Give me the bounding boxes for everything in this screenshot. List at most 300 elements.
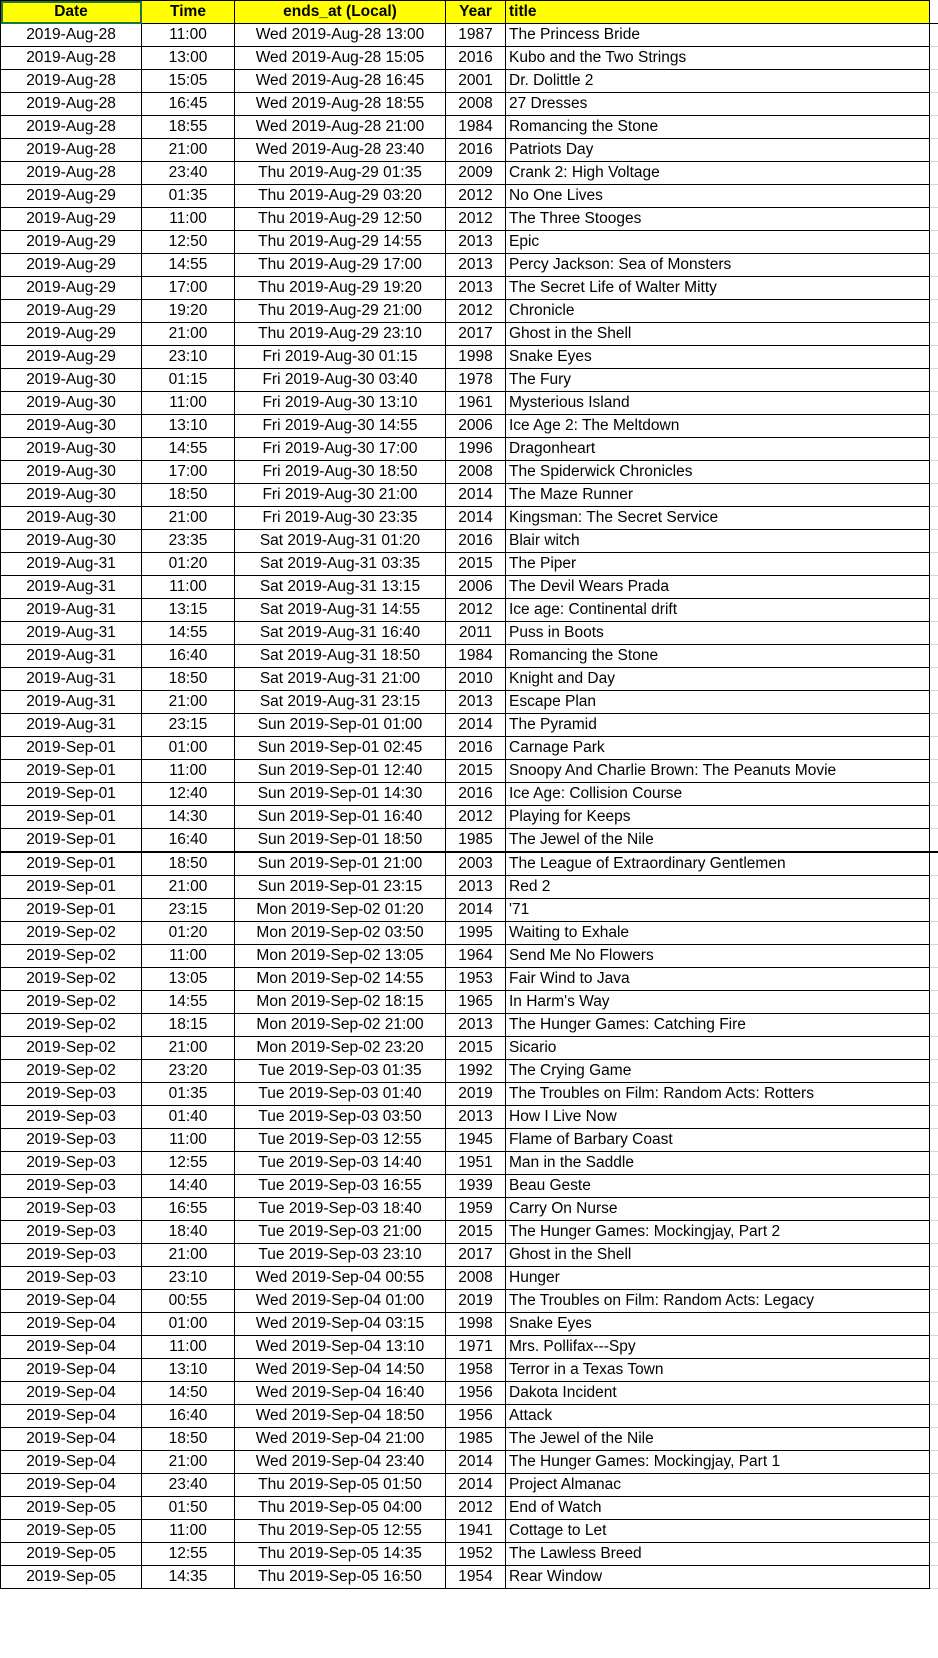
time-cell[interactable]: 12:50	[142, 231, 235, 254]
ends-at-cell[interactable]: Thu 2019-Sep-05 14:35	[235, 1543, 446, 1566]
ends-at-cell[interactable]: Wed 2019-Sep-04 14:50	[235, 1359, 446, 1382]
title-cell[interactable]: Snake Eyes	[506, 346, 930, 369]
time-column-header[interactable]: Time	[142, 1, 235, 24]
ends-at-cell[interactable]: Sun 2019-Sep-01 21:00	[235, 852, 446, 876]
year-cell[interactable]: 2012	[446, 1497, 506, 1520]
empty-cell[interactable]	[930, 1129, 938, 1152]
year-cell[interactable]: 2006	[446, 576, 506, 599]
year-cell[interactable]: 2014	[446, 1451, 506, 1474]
time-cell[interactable]: 17:00	[142, 461, 235, 484]
empty-cell[interactable]	[930, 1083, 938, 1106]
year-cell[interactable]: 2010	[446, 668, 506, 691]
year-cell[interactable]: 2011	[446, 622, 506, 645]
time-cell[interactable]: 21:00	[142, 139, 235, 162]
title-cell[interactable]: The Crying Game	[506, 1060, 930, 1083]
empty-cell[interactable]	[930, 392, 938, 415]
date-cell[interactable]: 2019-Sep-01	[1, 829, 142, 853]
title-cell[interactable]: The Jewel of the Nile	[506, 1428, 930, 1451]
time-cell[interactable]: 21:00	[142, 876, 235, 899]
empty-cell[interactable]	[930, 1520, 938, 1543]
title-cell[interactable]: Red 2	[506, 876, 930, 899]
title-cell[interactable]: Epic	[506, 231, 930, 254]
title-cell[interactable]: The Three Stooges	[506, 208, 930, 231]
year-cell[interactable]: 2013	[446, 876, 506, 899]
ends-at-cell[interactable]: Tue 2019-Sep-03 03:50	[235, 1106, 446, 1129]
date-cell[interactable]: 2019-Aug-28	[1, 139, 142, 162]
date-cell[interactable]: 2019-Aug-30	[1, 461, 142, 484]
title-cell[interactable]: Carry On Nurse	[506, 1198, 930, 1221]
ends-at-cell[interactable]: Wed 2019-Aug-28 18:55	[235, 93, 446, 116]
empty-cell[interactable]	[930, 1106, 938, 1129]
time-cell[interactable]: 13:10	[142, 1359, 235, 1382]
date-cell[interactable]: 2019-Aug-31	[1, 576, 142, 599]
ends-at-cell[interactable]: Sun 2019-Sep-01 23:15	[235, 876, 446, 899]
date-cell[interactable]: 2019-Sep-04	[1, 1336, 142, 1359]
title-cell[interactable]: Rear Window	[506, 1566, 930, 1589]
time-cell[interactable]: 23:40	[142, 1474, 235, 1497]
year-cell[interactable]: 2016	[446, 139, 506, 162]
ends-at-cell[interactable]: Tue 2019-Sep-03 14:40	[235, 1152, 446, 1175]
title-cell[interactable]: Mrs. Pollifax---Spy	[506, 1336, 930, 1359]
year-cell[interactable]: 2016	[446, 737, 506, 760]
date-cell[interactable]: 2019-Sep-02	[1, 1037, 142, 1060]
time-cell[interactable]: 01:20	[142, 922, 235, 945]
ends-at-cell[interactable]: Fri 2019-Aug-30 23:35	[235, 507, 446, 530]
year-cell[interactable]: 2013	[446, 1014, 506, 1037]
ends-at-cell[interactable]: Sat 2019-Aug-31 16:40	[235, 622, 446, 645]
empty-cell[interactable]	[930, 1037, 938, 1060]
empty-cell[interactable]	[930, 93, 938, 116]
ends-at-cell[interactable]: Mon 2019-Sep-02 14:55	[235, 968, 446, 991]
ends-at-cell[interactable]: Sun 2019-Sep-01 02:45	[235, 737, 446, 760]
date-cell[interactable]: 2019-Sep-05	[1, 1497, 142, 1520]
title-cell[interactable]: Playing for Keeps	[506, 806, 930, 829]
empty-cell[interactable]	[930, 70, 938, 93]
year-cell[interactable]: 1998	[446, 346, 506, 369]
ends-at-cell[interactable]: Mon 2019-Sep-02 03:50	[235, 922, 446, 945]
ends-at-cell[interactable]: Tue 2019-Sep-03 12:55	[235, 1129, 446, 1152]
year-cell[interactable]: 2008	[446, 461, 506, 484]
year-cell[interactable]: 2013	[446, 1106, 506, 1129]
year-cell[interactable]: 1987	[446, 24, 506, 47]
title-cell[interactable]: Blair witch	[506, 530, 930, 553]
ends-at-cell[interactable]: Mon 2019-Sep-02 21:00	[235, 1014, 446, 1037]
time-cell[interactable]: 18:40	[142, 1221, 235, 1244]
time-cell[interactable]: 01:35	[142, 1083, 235, 1106]
ends-at-cell[interactable]: Thu 2019-Aug-29 01:35	[235, 162, 446, 185]
date-column-header[interactable]: Date	[1, 1, 142, 24]
date-cell[interactable]: 2019-Sep-04	[1, 1313, 142, 1336]
year-cell[interactable]: 1995	[446, 922, 506, 945]
date-cell[interactable]: 2019-Sep-01	[1, 876, 142, 899]
title-cell[interactable]: How I Live Now	[506, 1106, 930, 1129]
date-cell[interactable]: 2019-Sep-04	[1, 1405, 142, 1428]
time-cell[interactable]: 12:55	[142, 1543, 235, 1566]
ends-at-cell[interactable]: Tue 2019-Sep-03 01:40	[235, 1083, 446, 1106]
year-cell[interactable]: 1964	[446, 945, 506, 968]
time-cell[interactable]: 11:00	[142, 1520, 235, 1543]
empty-cell[interactable]	[930, 507, 938, 530]
ends-at-cell[interactable]: Wed 2019-Sep-04 23:40	[235, 1451, 446, 1474]
date-cell[interactable]: 2019-Aug-28	[1, 70, 142, 93]
time-cell[interactable]: 16:40	[142, 829, 235, 853]
ends-at-cell[interactable]: Sun 2019-Sep-01 18:50	[235, 829, 446, 853]
year-cell[interactable]: 2013	[446, 277, 506, 300]
date-cell[interactable]: 2019-Aug-29	[1, 323, 142, 346]
ends-at-cell[interactable]: Wed 2019-Aug-28 23:40	[235, 139, 446, 162]
date-cell[interactable]: 2019-Sep-02	[1, 922, 142, 945]
date-cell[interactable]: 2019-Aug-28	[1, 93, 142, 116]
ends-at-cell[interactable]: Wed 2019-Sep-04 16:40	[235, 1382, 446, 1405]
date-cell[interactable]: 2019-Sep-01	[1, 737, 142, 760]
date-cell[interactable]: 2019-Sep-05	[1, 1520, 142, 1543]
title-cell[interactable]: Romancing the Stone	[506, 645, 930, 668]
date-cell[interactable]: 2019-Sep-02	[1, 968, 142, 991]
date-cell[interactable]: 2019-Sep-01	[1, 899, 142, 922]
title-cell[interactable]: Ghost in the Shell	[506, 1244, 930, 1267]
ends-at-cell[interactable]: Thu 2019-Aug-29 03:20	[235, 185, 446, 208]
empty-cell[interactable]	[930, 1014, 938, 1037]
time-cell[interactable]: 23:10	[142, 346, 235, 369]
date-cell[interactable]: 2019-Sep-03	[1, 1129, 142, 1152]
year-cell[interactable]: 2012	[446, 300, 506, 323]
date-cell[interactable]: 2019-Sep-01	[1, 760, 142, 783]
date-cell[interactable]: 2019-Sep-04	[1, 1359, 142, 1382]
date-cell[interactable]: 2019-Sep-05	[1, 1543, 142, 1566]
title-cell[interactable]: Man in the Saddle	[506, 1152, 930, 1175]
title-cell[interactable]: The Pyramid	[506, 714, 930, 737]
empty-cell[interactable]	[930, 1451, 938, 1474]
ends-at-column-header[interactable]: ends_at (Local)	[235, 1, 446, 24]
year-cell[interactable]: 2015	[446, 553, 506, 576]
empty-cell[interactable]	[930, 461, 938, 484]
year-cell[interactable]: 1941	[446, 1520, 506, 1543]
time-cell[interactable]: 23:40	[142, 162, 235, 185]
year-cell[interactable]: 2013	[446, 231, 506, 254]
title-cell[interactable]: 27 Dresses	[506, 93, 930, 116]
date-cell[interactable]: 2019-Sep-03	[1, 1267, 142, 1290]
ends-at-cell[interactable]: Tue 2019-Sep-03 23:10	[235, 1244, 446, 1267]
ends-at-cell[interactable]: Fri 2019-Aug-30 18:50	[235, 461, 446, 484]
title-cell[interactable]: Ice Age 2: The Meltdown	[506, 415, 930, 438]
date-cell[interactable]: 2019-Sep-01	[1, 806, 142, 829]
empty-cell[interactable]	[930, 714, 938, 737]
empty-cell[interactable]	[930, 1060, 938, 1083]
time-cell[interactable]: 21:00	[142, 507, 235, 530]
year-cell[interactable]: 2008	[446, 93, 506, 116]
title-cell[interactable]: Sicario	[506, 1037, 930, 1060]
ends-at-cell[interactable]: Wed 2019-Sep-04 18:50	[235, 1405, 446, 1428]
title-cell[interactable]: No One Lives	[506, 185, 930, 208]
date-cell[interactable]: 2019-Aug-29	[1, 277, 142, 300]
title-cell[interactable]: The Troubles on Film: Random Acts: Legacy	[506, 1290, 930, 1313]
empty-cell[interactable]	[930, 438, 938, 461]
ends-at-cell[interactable]: Mon 2019-Sep-02 18:15	[235, 991, 446, 1014]
year-cell[interactable]: 2013	[446, 691, 506, 714]
year-cell[interactable]: 1984	[446, 645, 506, 668]
ends-at-cell[interactable]: Thu 2019-Sep-05 16:50	[235, 1566, 446, 1589]
title-cell[interactable]: Waiting to Exhale	[506, 922, 930, 945]
ends-at-cell[interactable]: Sun 2019-Sep-01 12:40	[235, 760, 446, 783]
year-cell[interactable]: 2012	[446, 208, 506, 231]
date-cell[interactable]: 2019-Aug-29	[1, 346, 142, 369]
year-cell[interactable]: 1965	[446, 991, 506, 1014]
ends-at-cell[interactable]: Sun 2019-Sep-01 16:40	[235, 806, 446, 829]
title-cell[interactable]: Romancing the Stone	[506, 116, 930, 139]
empty-cell[interactable]	[930, 1428, 938, 1451]
ends-at-cell[interactable]: Fri 2019-Aug-30 13:10	[235, 392, 446, 415]
title-cell[interactable]: The Fury	[506, 369, 930, 392]
empty-cell[interactable]	[930, 415, 938, 438]
empty-cell[interactable]	[930, 1244, 938, 1267]
empty-cell[interactable]	[930, 1543, 938, 1566]
title-cell[interactable]: Crank 2: High Voltage	[506, 162, 930, 185]
date-cell[interactable]: 2019-Aug-28	[1, 24, 142, 47]
ends-at-cell[interactable]: Tue 2019-Sep-03 16:55	[235, 1175, 446, 1198]
time-cell[interactable]: 11:00	[142, 392, 235, 415]
title-cell[interactable]: Dragonheart	[506, 438, 930, 461]
title-cell[interactable]: Snake Eyes	[506, 1313, 930, 1336]
time-cell[interactable]: 18:55	[142, 116, 235, 139]
empty-cell[interactable]	[930, 829, 938, 853]
time-cell[interactable]: 23:35	[142, 530, 235, 553]
date-cell[interactable]: 2019-Sep-03	[1, 1152, 142, 1175]
ends-at-cell[interactable]: Thu 2019-Aug-29 23:10	[235, 323, 446, 346]
ends-at-cell[interactable]: Thu 2019-Sep-05 04:00	[235, 1497, 446, 1520]
empty-cell[interactable]	[930, 1290, 938, 1313]
title-cell[interactable]: Project Almanac	[506, 1474, 930, 1497]
year-cell[interactable]: 1954	[446, 1566, 506, 1589]
title-cell[interactable]: Kubo and the Two Strings	[506, 47, 930, 70]
ends-at-cell[interactable]: Fri 2019-Aug-30 03:40	[235, 369, 446, 392]
date-cell[interactable]: 2019-Sep-04	[1, 1451, 142, 1474]
time-cell[interactable]: 11:00	[142, 208, 235, 231]
time-cell[interactable]: 18:50	[142, 852, 235, 876]
time-cell[interactable]: 14:55	[142, 254, 235, 277]
time-cell[interactable]: 13:00	[142, 47, 235, 70]
ends-at-cell[interactable]: Fri 2019-Aug-30 21:00	[235, 484, 446, 507]
title-cell[interactable]: Dakota Incident	[506, 1382, 930, 1405]
ends-at-cell[interactable]: Sat 2019-Aug-31 13:15	[235, 576, 446, 599]
time-cell[interactable]: 01:35	[142, 185, 235, 208]
empty-cell[interactable]	[930, 1198, 938, 1221]
date-cell[interactable]: 2019-Sep-02	[1, 1014, 142, 1037]
time-cell[interactable]: 18:50	[142, 1428, 235, 1451]
title-cell[interactable]: The League of Extraordinary Gentlemen	[506, 852, 930, 876]
title-cell[interactable]: Ice age: Continental drift	[506, 599, 930, 622]
empty-cell[interactable]	[930, 1152, 938, 1175]
time-cell[interactable]: 16:55	[142, 1198, 235, 1221]
date-cell[interactable]: 2019-Sep-03	[1, 1221, 142, 1244]
year-cell[interactable]: 1996	[446, 438, 506, 461]
ends-at-cell[interactable]: Fri 2019-Aug-30 01:15	[235, 346, 446, 369]
ends-at-cell[interactable]: Wed 2019-Sep-04 13:10	[235, 1336, 446, 1359]
year-cell[interactable]: 2014	[446, 507, 506, 530]
time-cell[interactable]: 01:50	[142, 1497, 235, 1520]
empty-cell[interactable]	[930, 1382, 938, 1405]
title-cell[interactable]: Snoopy And Charlie Brown: The Peanuts Movie	[506, 760, 930, 783]
date-cell[interactable]: 2019-Sep-01	[1, 783, 142, 806]
year-cell[interactable]: 2009	[446, 162, 506, 185]
ends-at-cell[interactable]: Fri 2019-Aug-30 17:00	[235, 438, 446, 461]
empty-cell[interactable]	[930, 691, 938, 714]
empty-cell[interactable]	[930, 1566, 938, 1589]
time-cell[interactable]: 11:00	[142, 945, 235, 968]
title-cell[interactable]: The Troubles on Film: Random Acts: Rotters	[506, 1083, 930, 1106]
title-cell[interactable]: Beau Geste	[506, 1175, 930, 1198]
date-cell[interactable]: 2019-Aug-28	[1, 116, 142, 139]
title-cell[interactable]: '71	[506, 899, 930, 922]
ends-at-cell[interactable]: Sat 2019-Aug-31 21:00	[235, 668, 446, 691]
year-cell[interactable]: 1945	[446, 1129, 506, 1152]
time-cell[interactable]: 23:20	[142, 1060, 235, 1083]
date-cell[interactable]: 2019-Sep-03	[1, 1106, 142, 1129]
empty-cell[interactable]	[930, 737, 938, 760]
year-cell[interactable]: 2001	[446, 70, 506, 93]
title-cell[interactable]: In Harm's Way	[506, 991, 930, 1014]
year-cell[interactable]: 2014	[446, 1474, 506, 1497]
ends-at-cell[interactable]: Wed 2019-Aug-28 21:00	[235, 116, 446, 139]
title-cell[interactable]: The Spiderwick Chronicles	[506, 461, 930, 484]
time-cell[interactable]: 21:00	[142, 691, 235, 714]
empty-cell[interactable]	[930, 300, 938, 323]
year-cell[interactable]: 1953	[446, 968, 506, 991]
ends-at-cell[interactable]: Tue 2019-Sep-03 01:35	[235, 1060, 446, 1083]
title-cell[interactable]: Chronicle	[506, 300, 930, 323]
ends-at-cell[interactable]: Wed 2019-Sep-04 03:15	[235, 1313, 446, 1336]
year-cell[interactable]: 2008	[446, 1267, 506, 1290]
empty-cell[interactable]	[930, 24, 938, 47]
year-cell[interactable]: 2015	[446, 1221, 506, 1244]
empty-cell[interactable]	[930, 484, 938, 507]
ends-at-cell[interactable]: Sat 2019-Aug-31 03:35	[235, 553, 446, 576]
date-cell[interactable]: 2019-Aug-30	[1, 507, 142, 530]
year-cell[interactable]: 1952	[446, 1543, 506, 1566]
year-cell[interactable]: 2017	[446, 1244, 506, 1267]
ends-at-cell[interactable]: Tue 2019-Sep-03 18:40	[235, 1198, 446, 1221]
year-column-header[interactable]: Year	[446, 1, 506, 24]
date-cell[interactable]: 2019-Aug-31	[1, 691, 142, 714]
title-cell[interactable]: End of Watch	[506, 1497, 930, 1520]
date-cell[interactable]: 2019-Aug-31	[1, 553, 142, 576]
ends-at-cell[interactable]: Mon 2019-Sep-02 23:20	[235, 1037, 446, 1060]
date-cell[interactable]: 2019-Aug-30	[1, 484, 142, 507]
time-cell[interactable]: 16:40	[142, 1405, 235, 1428]
time-cell[interactable]: 11:00	[142, 760, 235, 783]
empty-cell[interactable]	[930, 553, 938, 576]
time-cell[interactable]: 13:15	[142, 599, 235, 622]
time-cell[interactable]: 23:15	[142, 899, 235, 922]
time-cell[interactable]: 13:10	[142, 415, 235, 438]
empty-cell[interactable]	[930, 1359, 938, 1382]
date-cell[interactable]: 2019-Aug-30	[1, 530, 142, 553]
year-cell[interactable]: 1961	[446, 392, 506, 415]
year-cell[interactable]: 1985	[446, 829, 506, 853]
year-cell[interactable]: 1959	[446, 1198, 506, 1221]
ends-at-cell[interactable]: Thu 2019-Sep-05 01:50	[235, 1474, 446, 1497]
date-cell[interactable]: 2019-Aug-30	[1, 369, 142, 392]
year-cell[interactable]: 2015	[446, 1037, 506, 1060]
empty-cell[interactable]	[930, 1336, 938, 1359]
year-cell[interactable]: 1939	[446, 1175, 506, 1198]
empty-cell[interactable]	[930, 346, 938, 369]
year-cell[interactable]: 2012	[446, 599, 506, 622]
empty-cell[interactable]	[930, 899, 938, 922]
ends-at-cell[interactable]: Wed 2019-Sep-04 21:00	[235, 1428, 446, 1451]
empty-cell[interactable]	[930, 622, 938, 645]
date-cell[interactable]: 2019-Sep-03	[1, 1175, 142, 1198]
year-cell[interactable]: 2019	[446, 1083, 506, 1106]
date-cell[interactable]: 2019-Aug-31	[1, 714, 142, 737]
year-cell[interactable]: 1971	[446, 1336, 506, 1359]
ends-at-cell[interactable]: Wed 2019-Sep-04 01:00	[235, 1290, 446, 1313]
empty-cell[interactable]	[930, 576, 938, 599]
ends-at-cell[interactable]: Tue 2019-Sep-03 21:00	[235, 1221, 446, 1244]
year-cell[interactable]: 2015	[446, 760, 506, 783]
time-cell[interactable]: 14:55	[142, 991, 235, 1014]
date-cell[interactable]: 2019-Sep-04	[1, 1474, 142, 1497]
time-cell[interactable]: 16:40	[142, 645, 235, 668]
date-cell[interactable]: 2019-Sep-05	[1, 1566, 142, 1589]
year-cell[interactable]: 1998	[446, 1313, 506, 1336]
title-cell[interactable]: Escape Plan	[506, 691, 930, 714]
year-cell[interactable]: 2016	[446, 530, 506, 553]
time-cell[interactable]: 14:55	[142, 438, 235, 461]
year-cell[interactable]: 2003	[446, 852, 506, 876]
empty-cell[interactable]	[930, 760, 938, 783]
year-cell[interactable]: 2017	[446, 323, 506, 346]
time-cell[interactable]: 14:55	[142, 622, 235, 645]
date-cell[interactable]: 2019-Aug-30	[1, 438, 142, 461]
title-cell[interactable]: Knight and Day	[506, 668, 930, 691]
empty-cell[interactable]	[930, 1405, 938, 1428]
ends-at-cell[interactable]: Mon 2019-Sep-02 01:20	[235, 899, 446, 922]
title-cell[interactable]: The Secret Life of Walter Mitty	[506, 277, 930, 300]
ends-at-cell[interactable]: Sat 2019-Aug-31 14:55	[235, 599, 446, 622]
time-cell[interactable]: 01:40	[142, 1106, 235, 1129]
date-cell[interactable]: 2019-Sep-01	[1, 852, 142, 876]
ends-at-cell[interactable]: Thu 2019-Aug-29 12:50	[235, 208, 446, 231]
time-cell[interactable]: 14:30	[142, 806, 235, 829]
empty-cell[interactable]	[930, 968, 938, 991]
title-cell[interactable]: The Devil Wears Prada	[506, 576, 930, 599]
empty-cell[interactable]	[930, 277, 938, 300]
title-cell[interactable]: Dr. Dolittle 2	[506, 70, 930, 93]
date-cell[interactable]: 2019-Sep-02	[1, 991, 142, 1014]
date-cell[interactable]: 2019-Sep-04	[1, 1290, 142, 1313]
empty-cell[interactable]	[930, 162, 938, 185]
empty-cell[interactable]	[930, 1497, 938, 1520]
date-cell[interactable]: 2019-Aug-28	[1, 162, 142, 185]
year-cell[interactable]: 2019	[446, 1290, 506, 1313]
ends-at-cell[interactable]: Mon 2019-Sep-02 13:05	[235, 945, 446, 968]
time-cell[interactable]: 01:15	[142, 369, 235, 392]
year-cell[interactable]: 2016	[446, 783, 506, 806]
empty-cell[interactable]	[930, 991, 938, 1014]
year-cell[interactable]: 2014	[446, 899, 506, 922]
title-cell[interactable]: Cottage to Let	[506, 1520, 930, 1543]
year-cell[interactable]: 2014	[446, 714, 506, 737]
title-cell[interactable]: The Maze Runner	[506, 484, 930, 507]
year-cell[interactable]: 2016	[446, 47, 506, 70]
date-cell[interactable]: 2019-Aug-31	[1, 668, 142, 691]
ends-at-cell[interactable]: Thu 2019-Aug-29 19:20	[235, 277, 446, 300]
empty-cell[interactable]	[930, 1267, 938, 1290]
year-cell[interactable]: 2013	[446, 254, 506, 277]
empty-cell[interactable]	[930, 806, 938, 829]
empty-cell[interactable]	[930, 1221, 938, 1244]
empty-cell[interactable]	[930, 1, 938, 24]
